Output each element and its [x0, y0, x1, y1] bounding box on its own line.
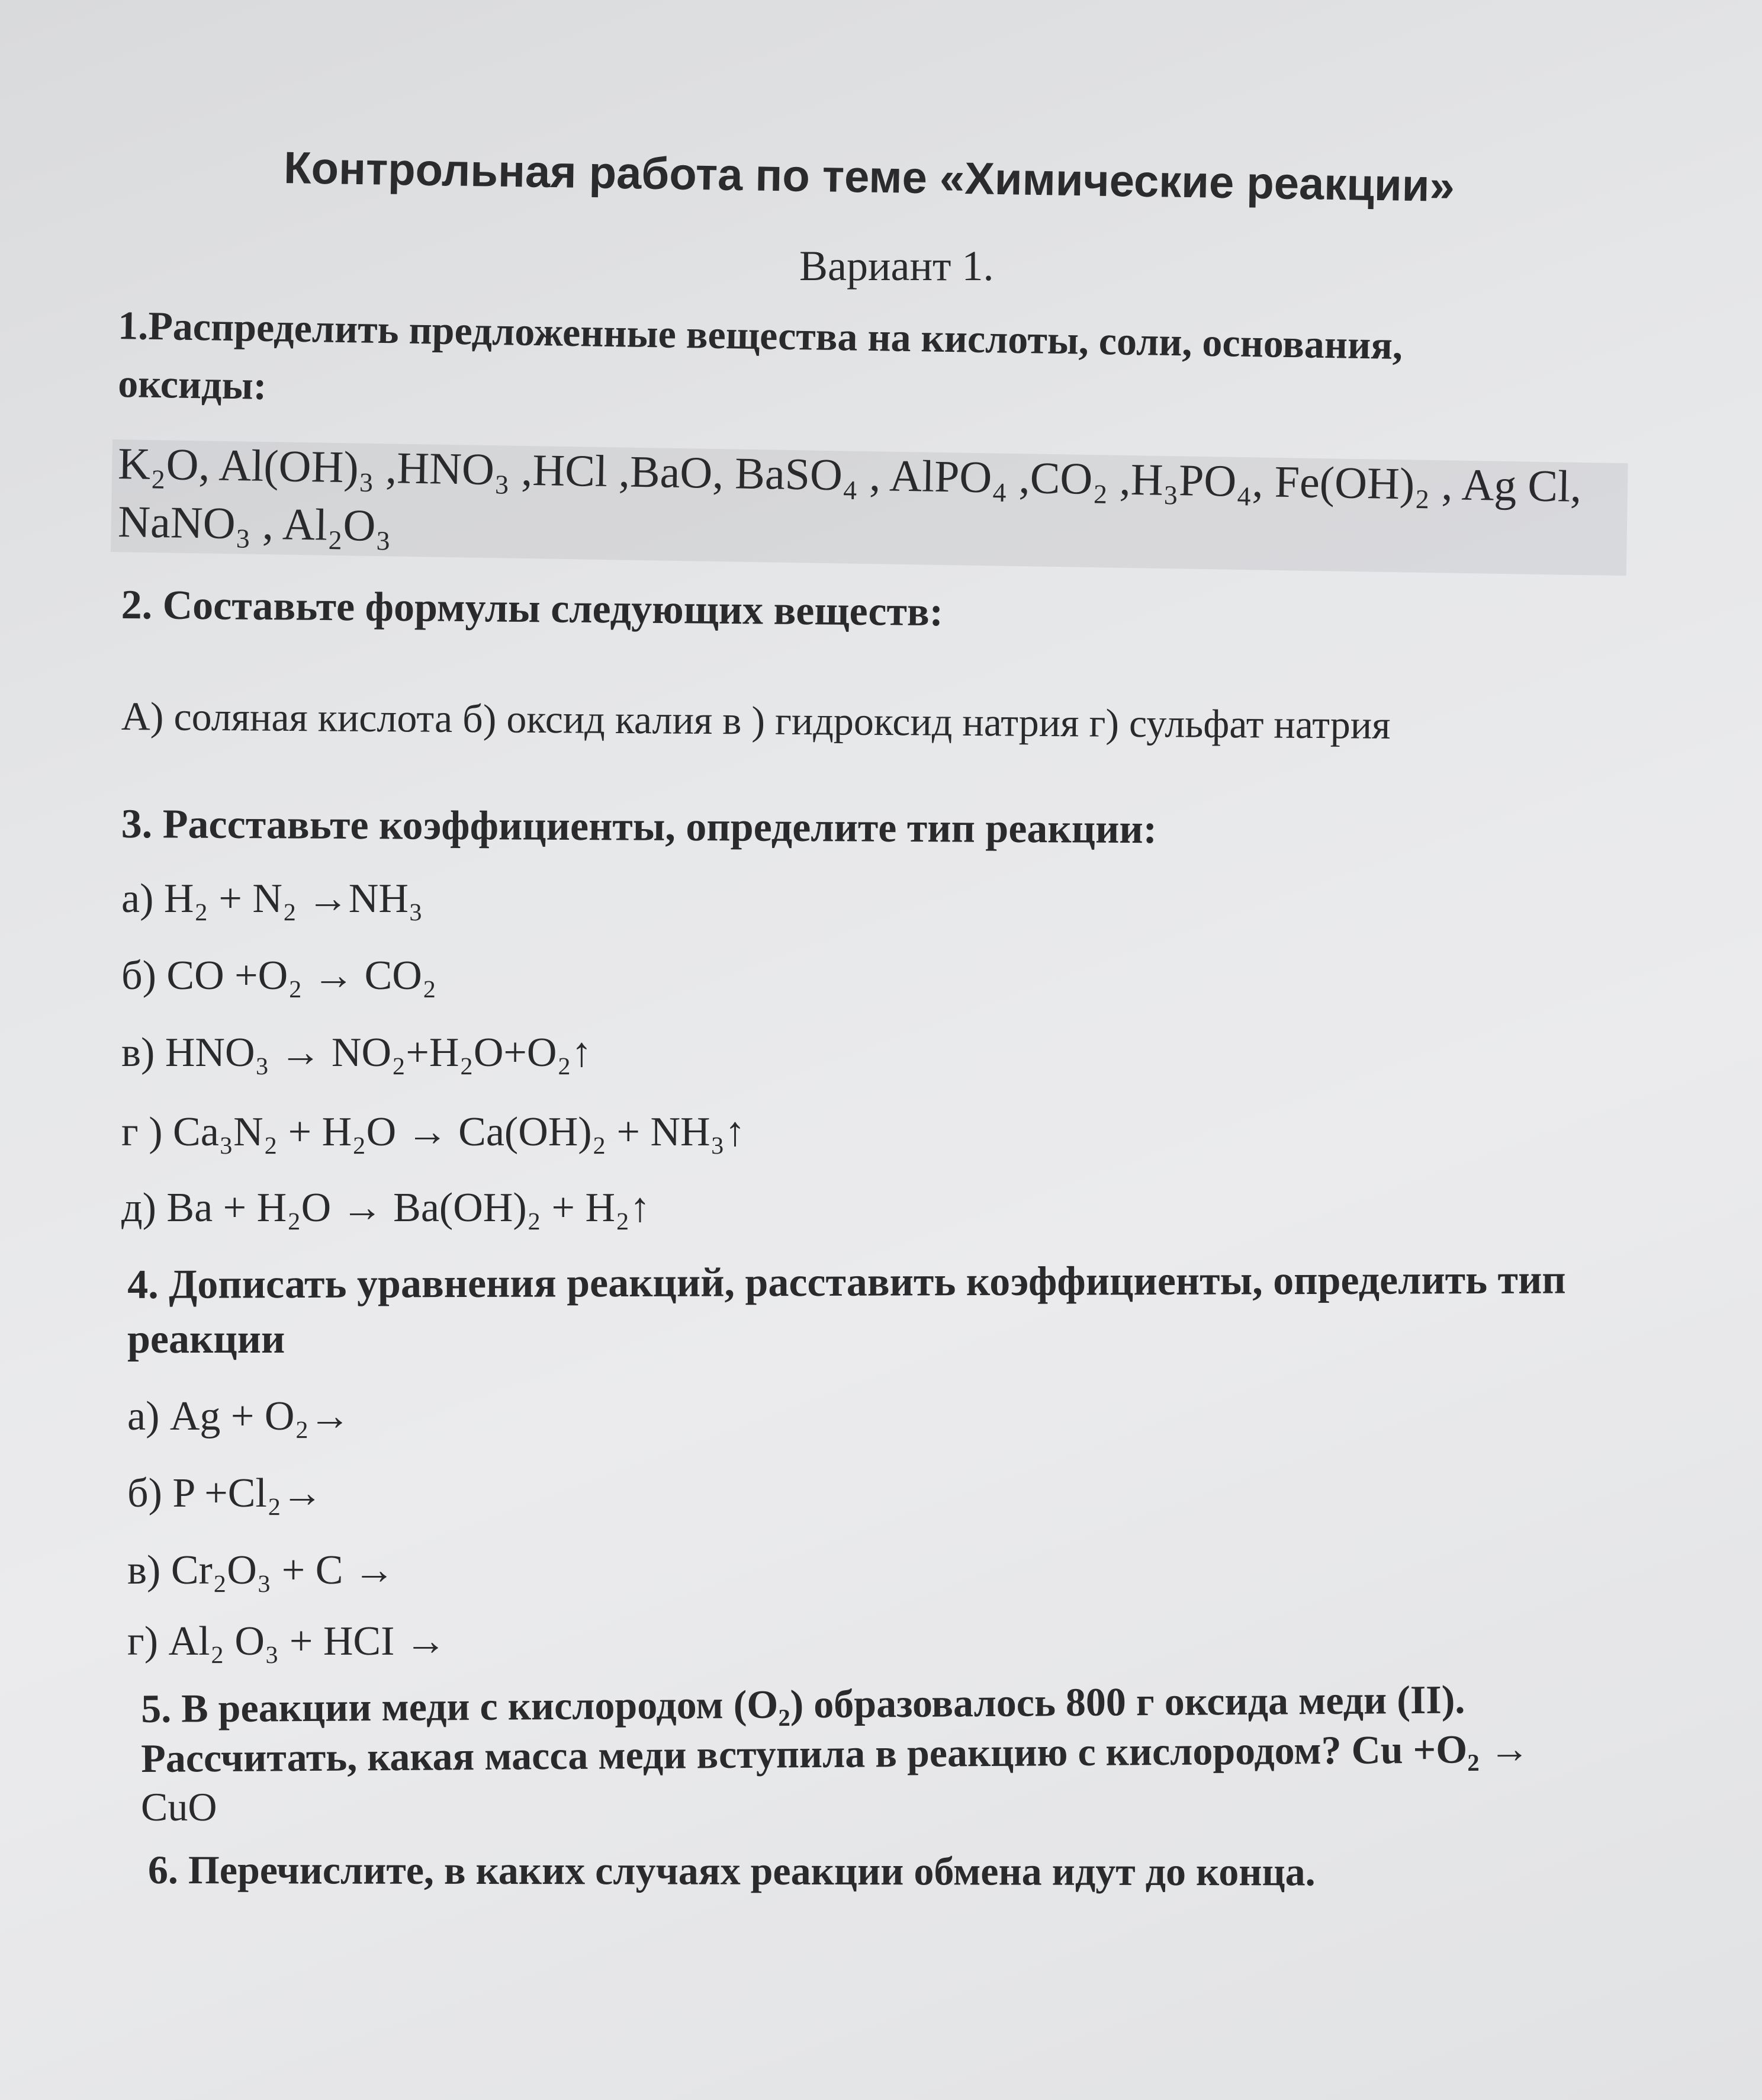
q3-reaction-a: а) H₂ + N₂ →NH₃ [121, 876, 423, 921]
q1-formulas-line2: NaNO₃ , Al₂O₃ [117, 496, 392, 551]
q4-reaction-g: г) Al₂ O₃ + HCI → [127, 1619, 446, 1664]
q4-reaction-a: а) Ag + O₂→ [127, 1393, 351, 1439]
q4-line2: реакции [127, 1316, 285, 1362]
q4-line1: 4. Дописать уравнения реакций, расставить коэффициенты, определить тип [127, 1257, 1566, 1308]
q3-heading: 3. Расставьте коэффициенты, определите тип реакции: [121, 801, 1157, 853]
q5-line1: 5. В реакции меди с кислородом (O₂) образовалось 800 г оксида меди (II). [141, 1677, 1465, 1731]
q3-reaction-g: г ) Ca₃N₂ + H₂O → Ca(OH)₂ + NH₃↑ [121, 1109, 745, 1155]
q3-reaction-v: в) HNO₃ → NO₂+H₂O+O₂↑ [121, 1030, 592, 1075]
variant-label: Вариант 1. [799, 242, 994, 290]
q1-line2: оксиды: [117, 360, 267, 408]
q1-line1: 1.Распределить предложенные вещества на кислоты, соли, основания, [117, 302, 1403, 368]
q4-reaction-v: в) Cr₂O₃ + C → [127, 1547, 395, 1593]
q3-reaction-b: б) CO +O₂ → CO₂ [121, 953, 437, 998]
q5-line2: Рассчитать, какая масса меди вступила в реакцию с кислородом? Cu +O₂ → [141, 1726, 1530, 1781]
q3-reaction-d: д) Ba + H₂O → Ba(OH)₂ + H₂↑ [121, 1185, 651, 1231]
q2-items: А) соляная кислота б) оксид калия в ) гидроксид натрия г) сульфат натрия [121, 693, 1391, 747]
q1-formulas-line1: K₂O, Al(OH)₃ ,HNO₃ ,HCl ,BaO, BaSO₄ , AlPO₄ ,CO₂ ,H₃PO₄, Fe(OH)₂ , Ag Cl, [117, 438, 1582, 512]
q4-reaction-b: б) P +Cl₂→ [127, 1470, 323, 1516]
q6-text: 6. Перечислите, в каких случаях реакции обмена идут до конца. [147, 1847, 1316, 1895]
q5-line3: CuO [141, 1784, 217, 1829]
document-title: Контрольная работа по теме «Химические реакции» [283, 142, 1455, 212]
q2-heading: 2. Составьте формулы следующих веществ: [121, 582, 944, 635]
